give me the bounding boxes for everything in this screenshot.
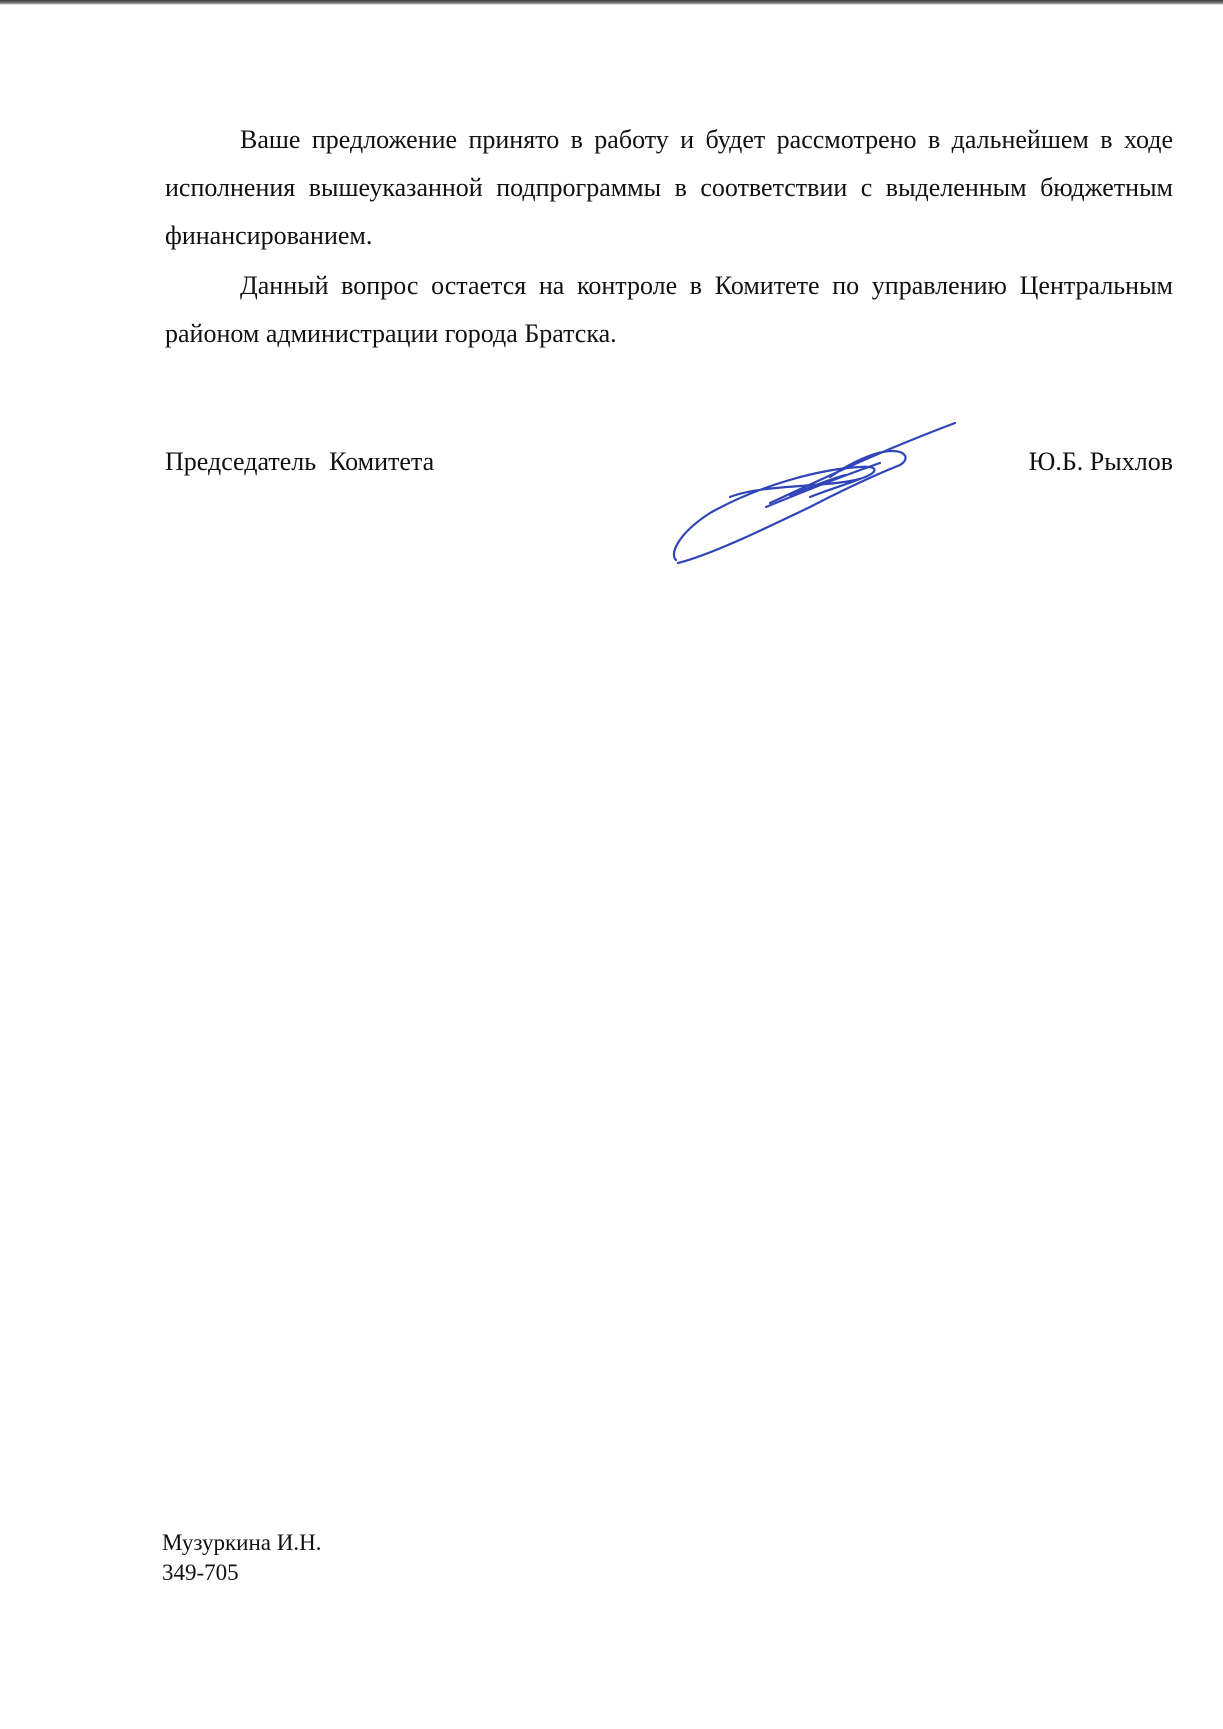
scan-top-edge [0, 0, 1223, 5]
letter-body [165, 116, 1173, 360]
signer-title: Председатель Комитета [165, 447, 435, 476]
paragraph-2: Данный вопрос остается на контроле в Комитете по управлению Центральным районом администрации города Братска. [165, 271, 1173, 348]
signature-block [165, 447, 1173, 487]
executor-info [162, 1528, 321, 1588]
handwritten-signature [670, 415, 960, 570]
paragraph-1: Ваше предложение принято в работу и будет рассмотрено в дальнейшем в ходе исполнения вышеуказанной подпрограммы в соответствии с выделенным бюджетным финансированием. [165, 125, 1173, 250]
executor-phone: 349-705 [162, 1560, 239, 1585]
executor-name: Музуркина И.Н. [162, 1530, 322, 1555]
signer-name: Ю.Б. Рыхлов [1028, 447, 1173, 476]
